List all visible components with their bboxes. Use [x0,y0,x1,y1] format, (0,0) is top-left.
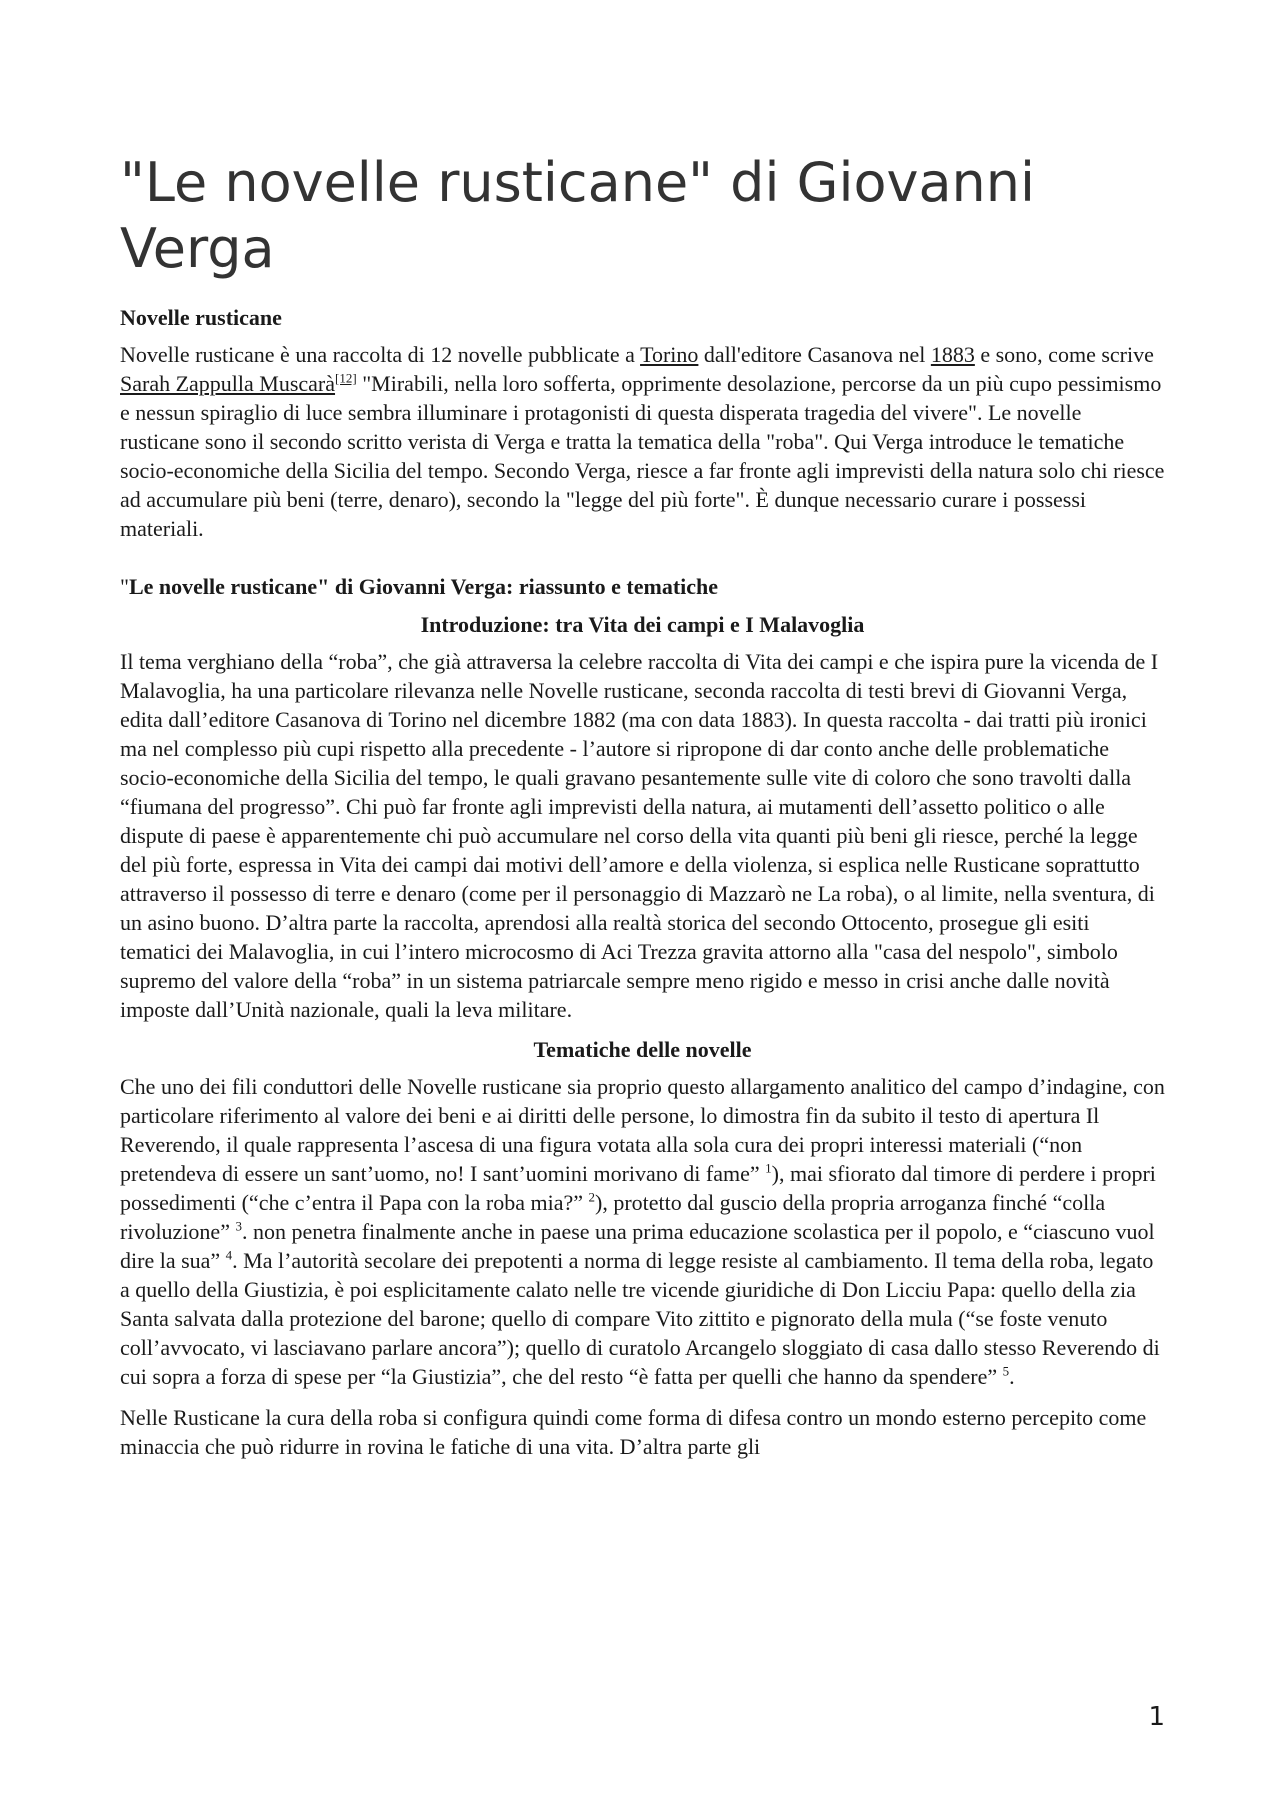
link-sarah-zappulla-muscara[interactable]: Sarah Zappulla Muscarà [120,371,336,396]
document-title: "Le novelle rusticane" di Giovanni Verga [120,151,1035,280]
paragraph-text: . non penetra finalmente anche in paese una prima educazione scolastica per il popolo, e “ciascuno vuol dire la sua” [120,1219,1155,1273]
footnote-ref-5: 5 [1002,1363,1010,1379]
tematiche-paragraph [120,1072,1165,1391]
link-1883[interactable]: 1883 [930,342,975,367]
footnote-ref-2: 2 [588,1189,596,1205]
introduzione-paragraph: Il tema verghiano della “roba”, che già attraversa la celebre raccolta di Vita dei campi e che ispira pure la vicenda de I Malavoglia, ha una particolare rilevanza nelle Novelle rusticane, seconda raccolta di testi brevi di Giovanni Verga, edita dall’editore Casanova di Torino nel dicembre 1882 (ma con data 1883). In questa raccolta - dai tratti più ironici ma nel complesso più cupi rispetto alla precedente - l’autore si ripropone di dar conto anche delle problematiche socio-economiche della Sicilia del tempo, le quali gravano pesantemente sulle vite di coloro che sono travolti dalla “fiumana del progresso”. Chi può far fronte agli imprevisti della natura, ai mutamenti dell’assetto politico o alle dispute di paese è apparentemente chi può accumulare nel corso della vita quanti più beni gli riesce, perché la legge del più forte, espressa in Vita dei campi dai motivi dell’amore e della violenza, si esplica nelle Rusticane soprattutto attraverso il possesso di terre e denaro (come per il personaggio di Mazzarò ne La roba), o al limite, nella sventura, di un asino buono. D’altra parte la raccolta, aprendosi alla realtà storica del secondo Ottocento, prosegue gli esiti tematici dei Malavoglia, in cui l’intero microcosmo di Aci Trezza gravita attorno alla "casa del nespolo", simbolo supremo del valore della “roba” in un sistema patriarcale sempre meno rigido e messo in crisi anche dalle novità imposte dall’Unità nazionale, quali la leva militare. [120,649,1159,1022]
section-heading-riassunto [120,573,1165,601]
section-heading-novelle-rusticane: Novelle rusticane [120,305,282,330]
footnote-ref-3: 3 [235,1218,242,1234]
paragraph-text: "Mirabili, nella loro sofferta, opprimente desolazione, percorse da un più cupo pessimismo e nessun spiraglio di luce sembra illuminare i protagonisti di questa disperata tragedia del vivere". Le novelle rusticane sono il secondo scritto verista di Verga e tratta la tematica della "roba". Qui Verga introduce le tematiche socio-economiche della Sicilia del tempo. Secondo Verga, riesce a far fronte agli imprevisti della natura solo chi riesce ad accumulare più beni (terre, denaro), secondo la "legge del più forte". È dunque necessario curare i possessi materiali. [120,371,1165,541]
paragraph-text: ), protetto dal guscio della propria arroganza finché “colla rivoluzione” [120,1190,1106,1244]
paragraph-text: Che uno dei fili conduttori delle Novelle rusticane sia proprio questo allargamento analitico del campo d’indagine, con particolare riferimento al valore dei beni e ai diritti delle persone, lo dimostra fin da subito il testo di apertura Il Reverendo, il quale rappresenta l’ascesa di una figura votata alla sola cura dei propri interessi materiali (“non pretendeva di essere un sant’uomo, no! I sant’uomini morivano di fame” [120,1074,1165,1186]
quote-mark: " [120,574,129,599]
link-torino[interactable]: Torino [640,342,699,367]
footnote-ref-4: 4 [225,1247,233,1263]
page-number: 1 [1148,1702,1165,1732]
paragraph-text: ), mai sfiorato dal timore di perdere i propri possedimenti (“che c’entra il Papa con la roba mia?” [120,1161,1156,1215]
paragraph-text: . [1009,1364,1015,1389]
paragraph-text: Novelle rusticane è una raccolta di 12 novelle pubblicate a [120,342,641,367]
heading-tematiche: Tematiche delle novelle [533,1037,752,1062]
document-page [120,150,1165,1473]
paragraph-text: . Ma l’autorità secolare dei prepotenti a norma di legge resiste al cambiamento. Il tema della roba, legato a quello della Giustizia, è poi esplicitamente calato nelle tre vicende giuridiche di Don Licciu Papa: quello della zia Santa salvata dalla protezione del barone; quello di compare Vito zittito e pignorato della mula (“se foste venuto coll’avvocato, vi lasciavano parlare ancora”); quello di curatolo Arcangelo sloggiato di casa dallo stesso Reverendo di cui sopra a forza di spese per “la Giustizia”, che del resto “è fatta per quelli che hanno da spendere” [120,1248,1160,1389]
paragraph-text: dall'editore Casanova nel [698,342,931,367]
paragraph-text: e sono, come scrive [974,342,1154,367]
reference-link-12[interactable]: [12] [335,370,357,386]
intro-paragraph [120,340,1165,543]
closing-paragraph: Nelle Rusticane la cura della roba si configura quindi come forma di difesa contro un mondo esterno percepito come minaccia che può ridurre in rovina le fatiche di una vita. D’altra parte gli [120,1405,1147,1459]
heading-introduzione: Introduzione: tra Vita dei campi e I Malavoglia [420,612,865,637]
section-heading-text: Le novelle rusticane" di Giovanni Verga: riassunto e tematiche [128,574,719,599]
footnote-ref-1: 1 [765,1160,772,1176]
